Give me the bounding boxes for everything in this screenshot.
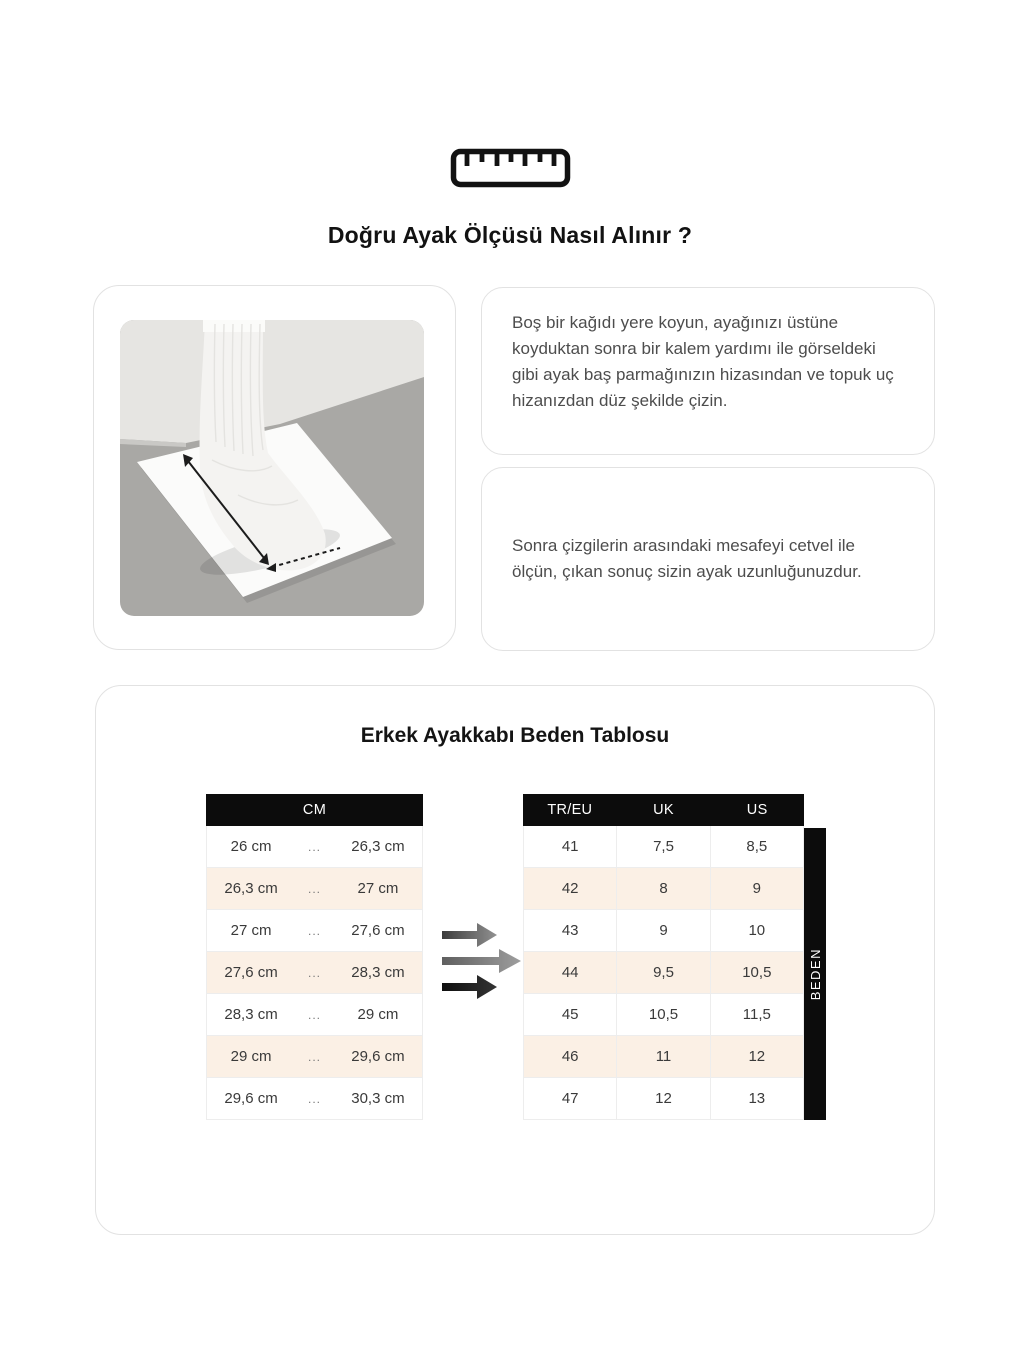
header-us: US	[746, 802, 768, 818]
header-tr-eu: TR/EU	[547, 802, 593, 818]
size-table-card	[95, 685, 935, 1235]
ruler-icon-svg	[450, 148, 571, 188]
page-title: Doğru Ayak Ölçüsü Nasıl Alınır ?	[327, 222, 693, 248]
conversion-arrows-icon	[439, 919, 523, 1008]
size-table-header-row	[523, 794, 804, 826]
table-row: 46 11 12	[523, 1036, 804, 1078]
table-row: 44 9,5 10,5	[523, 952, 804, 994]
table-row: 26,3 cm ... 27 cm	[206, 868, 423, 910]
beden-label-text: BEDEN	[807, 947, 823, 1001]
table-row: 42 8 9	[523, 868, 804, 910]
table-row: 27 cm ... 27,6 cm	[206, 910, 423, 952]
range-dots: ...	[307, 1091, 321, 1106]
instruction-card-1	[481, 287, 935, 455]
beden-side-label	[804, 828, 826, 1120]
table-row: 43 9 10	[523, 910, 804, 952]
cm-table-header: CM	[206, 794, 423, 826]
instruction-card-2	[481, 467, 935, 651]
foot-photo-illustration	[120, 320, 424, 616]
range-dots: ...	[307, 923, 321, 938]
range-dots: ...	[307, 1049, 321, 1064]
table-row: 47 12 13	[523, 1078, 804, 1120]
range-dots: ...	[307, 965, 321, 980]
range-dots: ...	[307, 881, 321, 896]
range-dots: ...	[307, 1007, 321, 1022]
ruler-icon	[0, 148, 1020, 188]
instruction-step-2: Sonra çizgilerin arasındaki mesafeyi cetvel ile ölçün, çıkan sonuç sizin ayak uzunluğunuzdur.	[512, 536, 862, 581]
header-uk: UK	[653, 802, 674, 818]
table-row: 29,6 cm ... 30,3 cm	[206, 1078, 423, 1120]
international-size-table	[523, 794, 804, 1120]
table-row: 28,3 cm ... 29 cm	[206, 994, 423, 1036]
range-dots: ...	[307, 839, 321, 854]
table-row: 41 7,5 8,5	[523, 826, 804, 868]
measurement-photo-card	[93, 285, 456, 650]
cm-table	[206, 794, 423, 1120]
table-row: 45 10,5 11,5	[523, 994, 804, 1036]
table-row: 29 cm ... 29,6 cm	[206, 1036, 423, 1078]
instruction-step-1: Boş bir kağıdı yere koyun, ayağınızı üstüne koyduktan sonra bir kalem yardımı ile görseldeki gibi ayak baş parmağınızın hizasından ve topuk uç hizanızdan düz şekilde çizin.	[512, 313, 894, 410]
foot-measurement-photo	[120, 320, 424, 616]
table-row: 26 cm ... 26,3 cm	[206, 826, 423, 868]
table-row: 27,6 cm ... 28,3 cm	[206, 952, 423, 994]
size-table-title: Erkek Ayakkabı Beden Tablosu	[360, 724, 670, 747]
